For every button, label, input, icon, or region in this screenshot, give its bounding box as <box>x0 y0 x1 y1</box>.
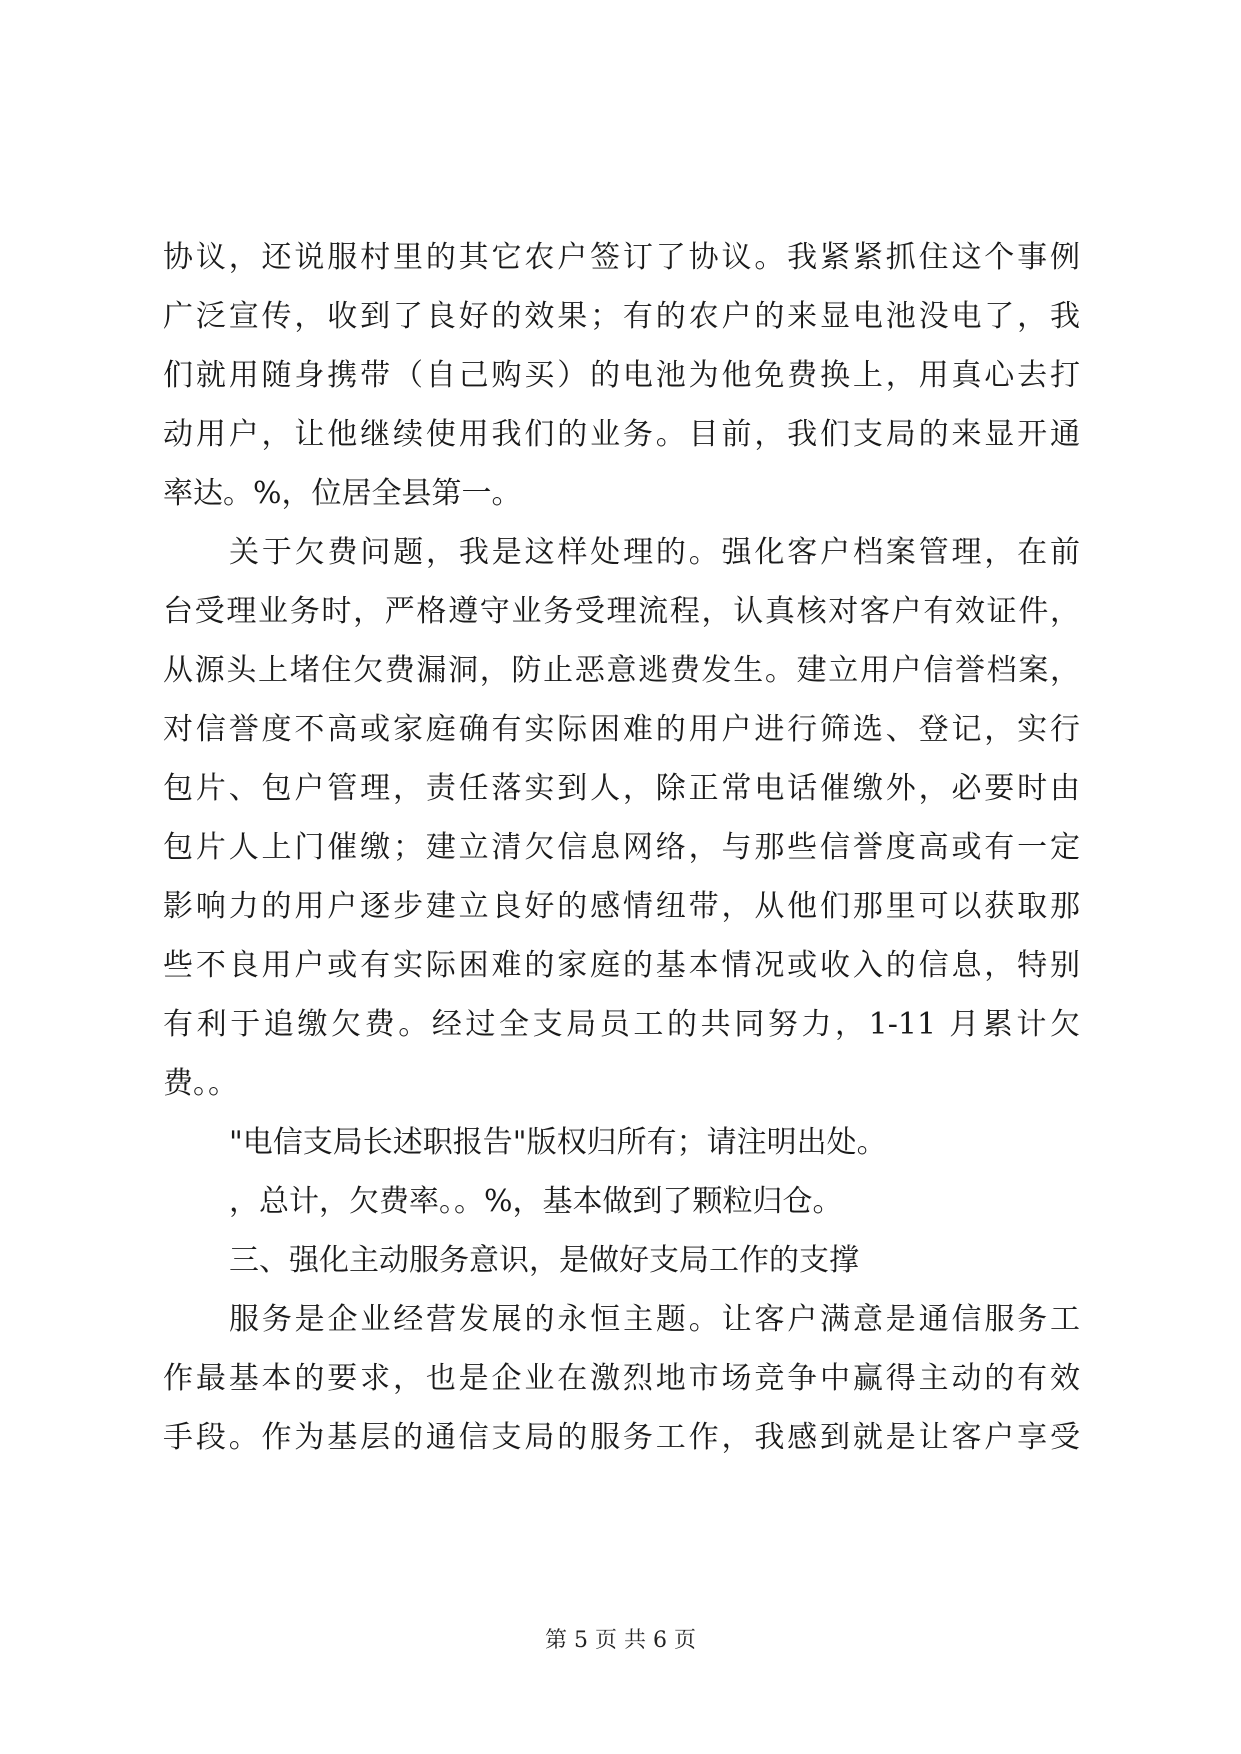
copyright-line: "电信支局长述职报告"版权归所有；请注明出处。 <box>229 1125 887 1160</box>
paragraph-line: 包片、包户管理，责任落实到人，除正常电话催缴外，必要时由 <box>163 771 1080 806</box>
paragraph-line: 服务是企业经营发展的永恒主题。让客户满意是通信服务工 <box>229 1302 1080 1337</box>
paragraph-line: 费。。 <box>163 1066 238 1101</box>
paragraph-line: 手段。作为基层的通信支局的服务工作，我感到就是让客户享受 <box>163 1420 1080 1455</box>
paragraph-line: 关于欠费问题，我是这样处理的。强化客户档案管理，在前 <box>229 535 1080 570</box>
paragraph-line: 协议，还说服村里的其它农户签订了协议。我紧紧抓住这个事例 <box>163 240 1080 275</box>
paragraph-line: 些不良用户或有实际困难的家庭的基本情况或收入的信息，特别 <box>163 948 1080 983</box>
paragraph-line: 台受理业务时，严格遵守业务受理流程，认真核对客户有效证件， <box>163 594 1080 629</box>
paragraph-line: 动用户，让他继续使用我们的业务。目前，我们支局的来显开通 <box>163 417 1080 452</box>
section-heading: 三、强化主动服务意识，是做好支局工作的支撑 <box>229 1243 859 1278</box>
paragraph-line: 们就用随身携带（自己购买）的电池为他免费换上，用真心去打 <box>163 358 1080 393</box>
paragraph-line: 有利于追缴欠费。经过全支局员工的共同努力，1-11 月累计欠 <box>163 1007 1080 1042</box>
page-number-footer: 第 5 页 共 6 页 <box>545 1628 696 1653</box>
paragraph-line: ，总计，欠费率。。%，基本做到了颗粒归仓。 <box>229 1184 843 1219</box>
paragraph-line: 作最基本的要求，也是企业在激烈地市场竞争中赢得主动的有效 <box>163 1361 1080 1396</box>
paragraph-line: 影响力的用户逐步建立良好的感情纽带，从他们那里可以获取那 <box>163 889 1080 924</box>
paragraph-line: 广泛宣传，收到了良好的效果；有的农户的来显电池没电了，我 <box>163 299 1080 334</box>
paragraph-line: 对信誉度不高或家庭确有实际困难的用户进行筛选、登记，实行 <box>163 712 1080 747</box>
paragraph-line: 率达。%，位居全县第一。 <box>163 476 522 511</box>
paragraph-line: 从源头上堵住欠费漏洞，防止恶意逃费发生。建立用户信誉档案， <box>163 653 1080 688</box>
paragraph-line: 包片人上门催缴；建立清欠信息网络，与那些信誉度高或有一定 <box>163 830 1080 865</box>
document-body <box>163 228 1080 1467</box>
